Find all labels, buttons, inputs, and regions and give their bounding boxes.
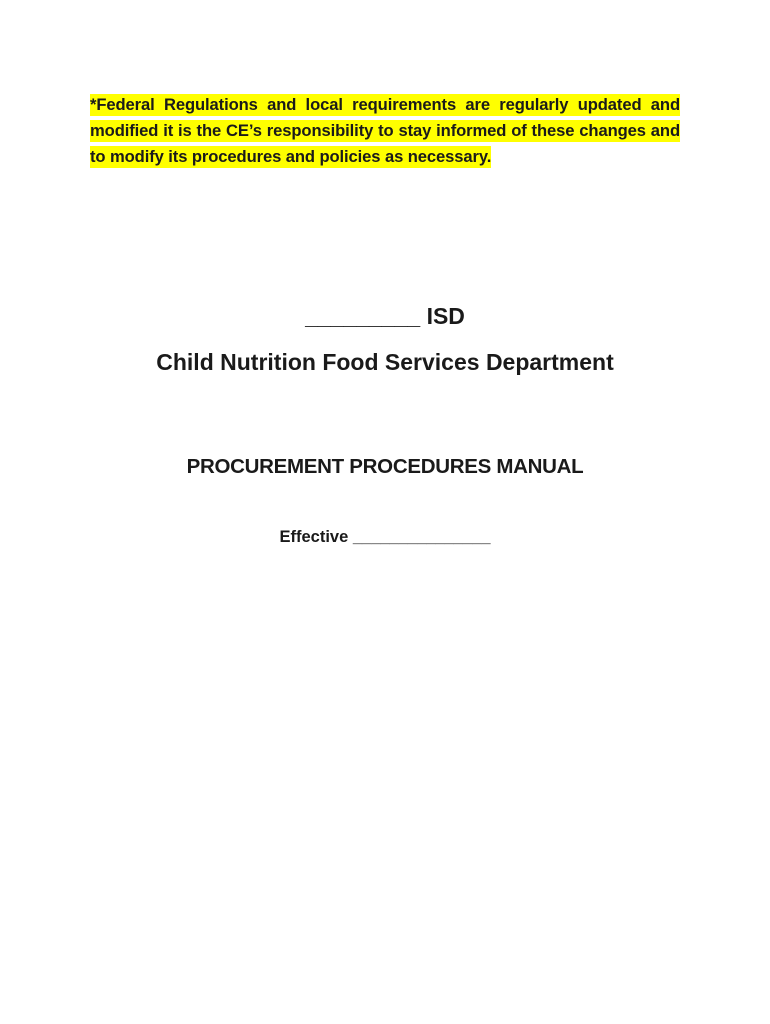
regulations-notice-text: *Federal Regulations and local requirements are regularly updated and modified it is the CE’s responsibility to stay informed of these changes and to modify its procedures and policies as necessary. <box>90 95 680 166</box>
effective-date-line: Effective _______________ <box>279 528 491 546</box>
isd-name-line: _________ ISD <box>305 303 465 329</box>
regulations-notice <box>90 92 680 170</box>
department-title: Child Nutrition Food Services Department <box>156 349 614 375</box>
manual-title: PROCUREMENT PROCEDURES MANUAL <box>186 455 584 478</box>
